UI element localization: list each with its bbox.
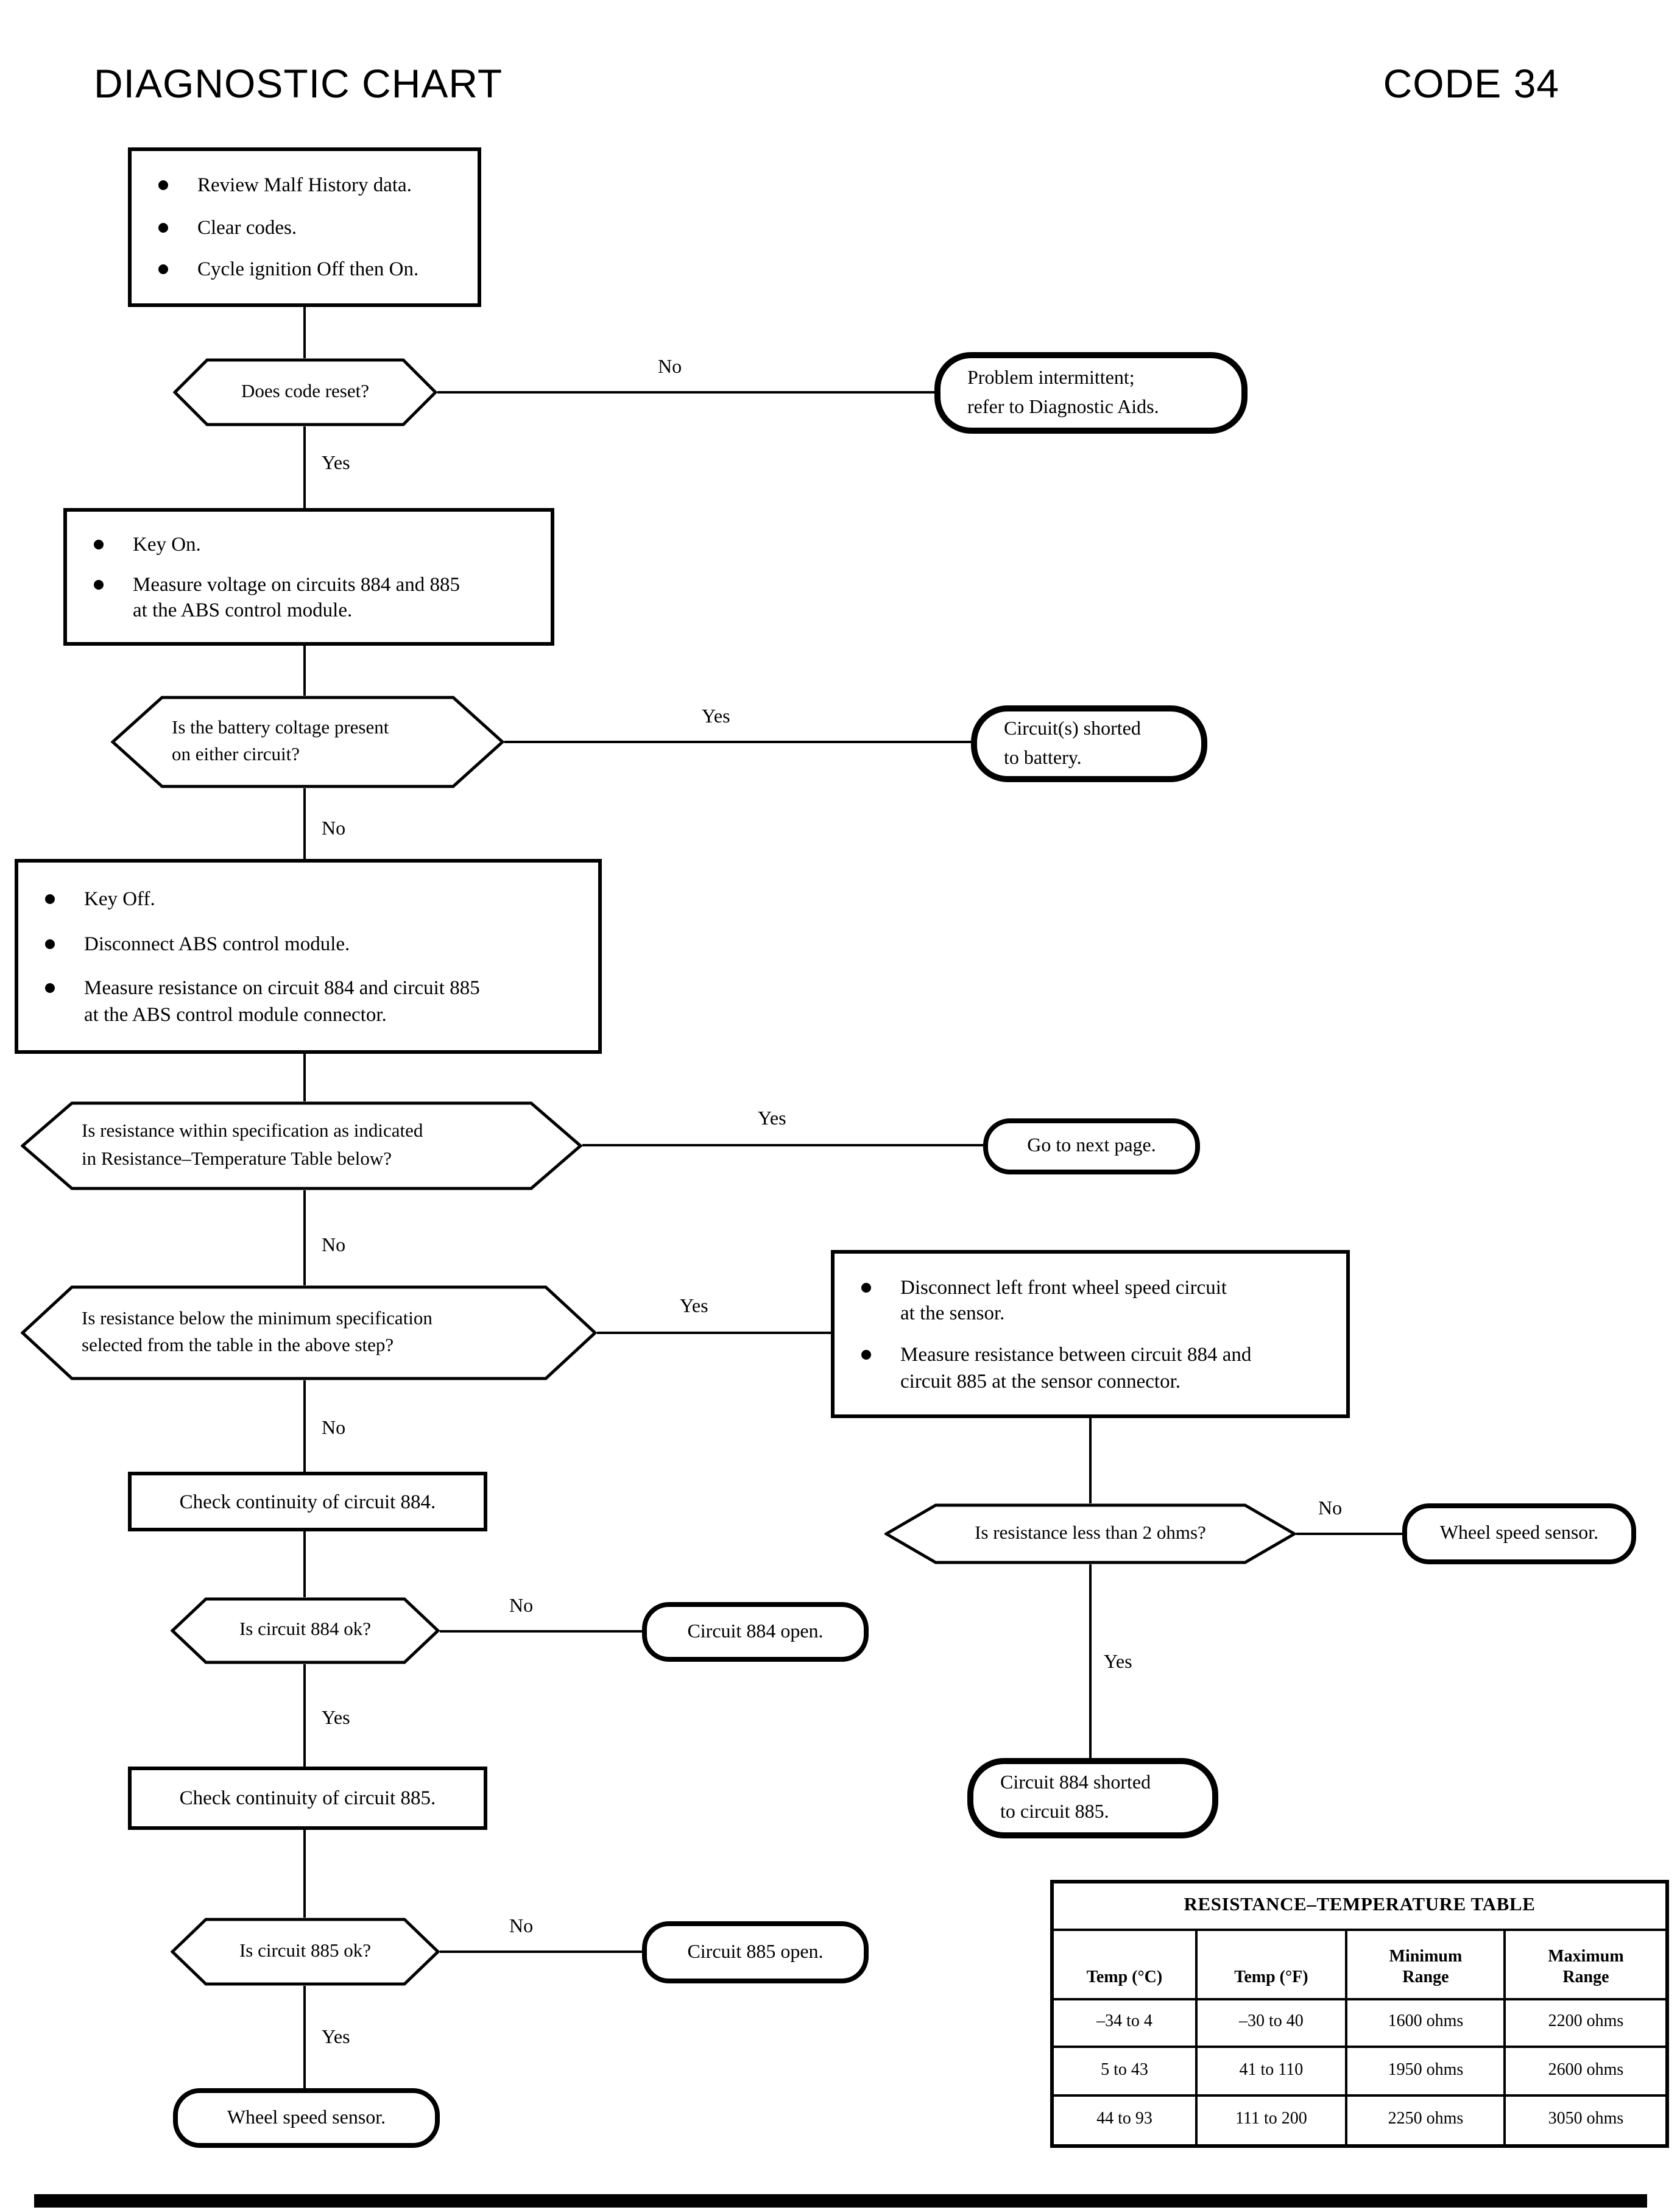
label-no-code-reset: No	[658, 357, 682, 378]
page-code: CODE 34	[1383, 61, 1559, 106]
label-yes-circuit-885: Yes	[322, 2027, 350, 2048]
page-title: DIAGNOSTIC CHART	[94, 61, 503, 106]
key-on-box	[63, 508, 554, 646]
list-item: Measure resistance on circuit 884 and circuit 885 at the ABS control module connector.	[40, 975, 586, 1027]
bullet-dot	[861, 1350, 871, 1360]
label-yes-within-spec: Yes	[758, 1109, 786, 1129]
list-item: Disconnect left front wheel speed circuit at the sensor.	[856, 1274, 1334, 1327]
list-item: Review Malf History data.	[154, 172, 465, 198]
connector	[597, 1332, 831, 1334]
terminal-884-open: Circuit 884 open.	[642, 1602, 869, 1662]
terminal-shorted-to-battery: Circuit(s) shorted to battery.	[971, 705, 1207, 782]
label-no-battery-voltage: No	[322, 819, 346, 839]
bullet-dot	[158, 180, 168, 190]
connector	[1089, 1564, 1092, 1758]
label-yes-less-2-ohms: Yes	[1104, 1652, 1132, 1673]
terminal-884-shorted-885: Circuit 884 shorted to circuit 885.	[967, 1758, 1218, 1838]
connector	[303, 788, 306, 859]
column-header-temp-f: Temp (°F)	[1198, 1930, 1347, 1997]
bullet-dot	[861, 1283, 871, 1293]
connector	[582, 1144, 983, 1146]
table-row: 44 to 93 111 to 200 2250 ohms 3050 ohms	[1054, 2096, 1665, 2144]
terminal-go-next-page: Go to next page.	[983, 1118, 1200, 1174]
terminal-wheel-speed-sensor-bottom: Wheel speed sensor.	[173, 2088, 440, 2148]
connector	[303, 1531, 306, 1597]
connector	[303, 1664, 306, 1767]
list-item: Cycle ignition Off then On.	[154, 256, 465, 283]
label-no-within-spec: No	[322, 1235, 346, 1256]
connector	[303, 426, 306, 508]
bullet-dot	[158, 265, 168, 275]
label-no-circuit-884: No	[509, 1596, 534, 1617]
list-item: Key On.	[89, 531, 538, 557]
label-yes-battery-voltage: Yes	[702, 707, 730, 727]
bullet-dot	[45, 939, 55, 948]
label-no-less-2-ohms: No	[1318, 1499, 1343, 1519]
column-header-temp-c: Temp (°C)	[1054, 1930, 1198, 1997]
label-no-circuit-885: No	[509, 1916, 534, 1937]
check-885-box: Check continuity of circuit 885.	[128, 1767, 487, 1830]
decision-circuit-884-ok: Is circuit 884 ok?	[171, 1597, 440, 1664]
connector	[303, 646, 306, 696]
list-item: Measure resistance between circuit 884 and circuit 885 at the sensor connector.	[856, 1342, 1334, 1394]
table-row: –34 to 4 –30 to 40 1600 ohms 2200 ohms	[1054, 2000, 1665, 2048]
connector	[440, 1951, 642, 1953]
decision-code-reset: Does code reset?	[173, 358, 437, 426]
connector	[1089, 1418, 1092, 1503]
decision-below-minimum: Is resistance below the minimum specification selected from the table in the above step?	[21, 1285, 597, 1380]
connector	[1296, 1533, 1402, 1535]
bullet-dot	[45, 983, 55, 993]
bullet-dot	[94, 539, 104, 549]
terminal-wheel-speed-sensor-right: Wheel speed sensor.	[1402, 1503, 1636, 1564]
bullet-dot	[94, 579, 104, 589]
terminal-885-open: Circuit 885 open.	[642, 1921, 869, 1983]
connector	[303, 1054, 306, 1101]
table-row: 5 to 43 41 to 110 1950 ohms 2600 ohms	[1054, 2048, 1665, 2096]
bullet-dot	[158, 223, 168, 233]
decision-battery-voltage: Is the battery coltage present on either circuit?	[111, 696, 504, 788]
decision-circuit-885-ok: Is circuit 885 ok?	[171, 1918, 440, 1986]
decision-within-spec: Is resistance within specification as indicated in Resistance–Temperature Table below?	[21, 1101, 582, 1190]
column-header-max-range: Maximum Range	[1548, 1947, 1624, 1987]
connector	[303, 1190, 306, 1285]
bullet-dot	[45, 894, 55, 904]
resistance-temperature-table	[1050, 1880, 1669, 2148]
connector	[303, 307, 306, 358]
decision-less-2-ohms: Is resistance less than 2 ohms?	[884, 1503, 1296, 1564]
list-item: Disconnect ABS control module.	[40, 930, 586, 956]
page-footer-bar	[34, 2194, 1647, 2208]
list-item: Clear codes.	[154, 214, 465, 241]
sensor-disconnect-box	[831, 1250, 1350, 1418]
column-header-min-range: Minimum Range	[1347, 1930, 1506, 1997]
list-item: Measure voltage on circuits 884 and 885 at the ABS control module.	[89, 571, 538, 623]
label-yes-code-reset: Yes	[322, 453, 350, 474]
table-header-row	[1054, 1930, 1665, 2000]
list-item: Key Off.	[40, 886, 586, 912]
label-no-below-minimum: No	[322, 1418, 346, 1439]
check-884-box: Check continuity of circuit 884.	[128, 1472, 487, 1531]
connector	[303, 1986, 306, 2088]
table-title: RESISTANCE–TEMPERATURE TABLE	[1054, 1883, 1665, 1930]
start-instructions-box	[128, 147, 481, 307]
terminal-problem-intermittent: Problem intermittent; refer to Diagnostic Aids.	[934, 352, 1248, 434]
label-yes-circuit-884: Yes	[322, 1708, 350, 1729]
connector	[303, 1380, 306, 1472]
connector	[303, 1830, 306, 1918]
connector	[440, 1630, 642, 1633]
key-off-box	[15, 859, 602, 1054]
connector	[437, 391, 934, 394]
connector	[504, 741, 971, 743]
label-yes-below-minimum: Yes	[680, 1296, 708, 1317]
